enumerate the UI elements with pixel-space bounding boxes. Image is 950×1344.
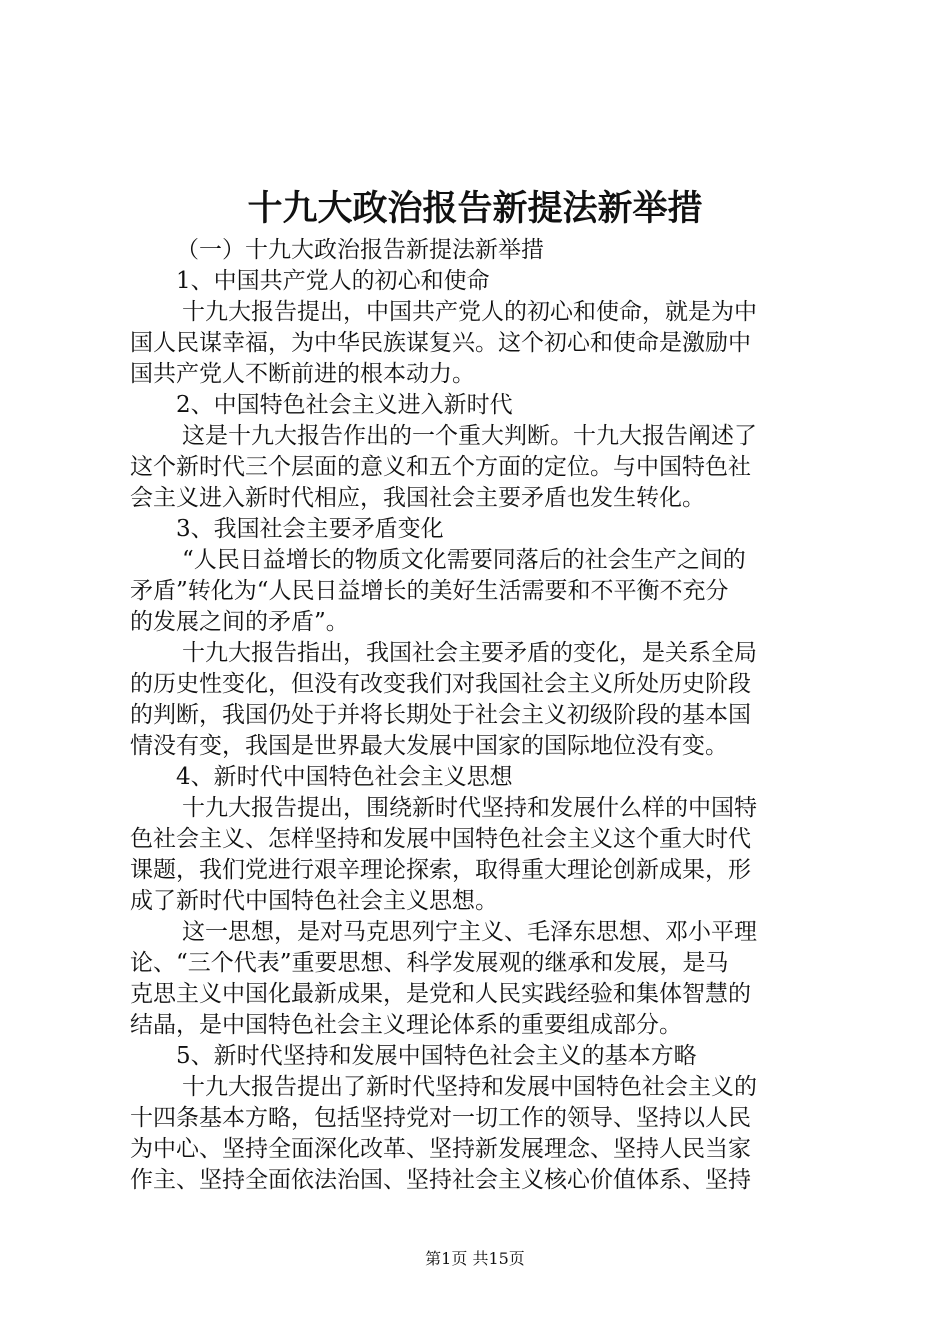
paragraph-line: 情没有变，我国是世界最大发展中国家的国际地位没有变。 — [130, 733, 728, 759]
paragraph-line: 会主义进入新时代相应，我国社会主要矛盾也发生转化。 — [130, 485, 705, 511]
paragraph-line: 这个新时代三个层面的意义和五个方面的定位。与中国特色社 — [130, 454, 751, 480]
document-body — [130, 235, 830, 1196]
section-heading-line: 4、新时代中国特色社会主义思想 — [176, 764, 513, 790]
page-number-footer: 第1页 共15页 — [425, 1249, 525, 1268]
paragraph-line: 克思主义中国化最新成果，是党和人民实践经验和集体智慧的 — [130, 981, 751, 1007]
paragraph-line: 色社会主义、怎样坚持和发展中国特色社会主义这个重大时代 — [130, 826, 751, 852]
section-heading-line: 2、中国特色社会主义进入新时代 — [176, 392, 513, 418]
paragraph-line: 的判断，我国仍处于并将长期处于社会主义初级阶段的基本国 — [130, 702, 751, 728]
paragraph-line: 十九大报告提出，围绕新时代坚持和发展什么样的中国特 — [182, 795, 757, 821]
paragraph-line: 作主、坚持全面依法治国、坚持社会主义核心价值体系、坚持 — [130, 1167, 751, 1193]
section-heading-line: 3、我国社会主要矛盾变化 — [176, 516, 444, 542]
paragraph-line: 论、“三个代表”重要思想、科学发展观的继承和发展，是马 — [130, 950, 729, 976]
paragraph-line: 成了新时代中国特色社会主义思想。 — [130, 888, 498, 914]
document-title: 十九大政治报告新提法新举措 — [247, 188, 703, 229]
paragraph-line: 十四条基本方略，包括坚持党对一切工作的领导、坚持以人民 — [130, 1105, 751, 1131]
paragraph-line: 国人民谋幸福，为中华民族谋复兴。这个初心和使命是激励中 — [130, 330, 751, 356]
section-heading-line: 5、新时代坚持和发展中国特色社会主义的基本方略 — [176, 1043, 697, 1069]
paragraph-line: 的历史性变化，但没有改变我们对我国社会主义所处历史阶段 — [130, 671, 751, 697]
paragraph-line: “人民日益增长的物质文化需要同落后的社会生产之间的 — [182, 547, 746, 573]
paragraph-line: 这一思想，是对马克思列宁主义、毛泽东思想、邓小平理 — [182, 919, 757, 945]
paragraph-line: 为中心、坚持全面深化改革、坚持新发展理念、坚持人民当家 — [130, 1136, 751, 1162]
section-heading-line: （一）十九大政治报告新提法新举措 — [176, 237, 544, 263]
section-heading-line: 1、中国共产党人的初心和使命 — [176, 268, 490, 294]
paragraph-line: 国共产党人不断前进的根本动力。 — [130, 361, 475, 387]
paragraph-line: 十九大报告指出，我国社会主要矛盾的变化，是关系全局 — [182, 640, 757, 666]
paragraph-line: 十九大报告提出了新时代坚持和发展中国特色社会主义的 — [182, 1074, 757, 1100]
paragraph-line: 的发展之间的矛盾”。 — [130, 609, 349, 635]
paragraph-line: 十九大报告提出，中国共产党人的初心和使命，就是为中 — [182, 299, 757, 325]
paragraph-line: 这是十九大报告作出的一个重大判断。十九大报告阐述了 — [182, 423, 757, 449]
paragraph-line: 课题，我们党进行艰辛理论探索，取得重大理论创新成果，形 — [130, 857, 751, 883]
paragraph-line: 结晶，是中国特色社会主义理论体系的重要组成部分。 — [130, 1012, 682, 1038]
paragraph-line: 矛盾”转化为“人民日益增长的美好生活需要和不平衡不充分 — [130, 578, 729, 604]
